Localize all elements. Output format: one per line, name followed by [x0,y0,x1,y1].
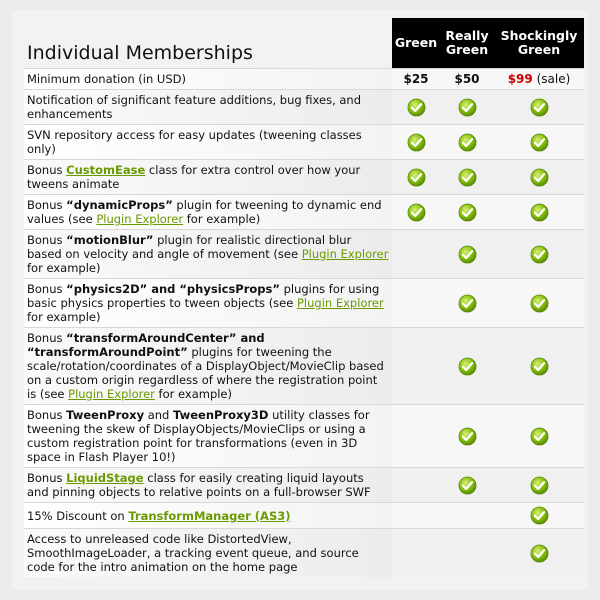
feature-label [24,503,392,529]
green-checkmark-icon [458,203,477,222]
feature-row-notification [24,90,584,125]
feature-text: Notification of significant feature additions, bug fixes, and enhancements [27,93,362,121]
green-checkmark-icon [458,427,477,446]
feature-label [24,160,392,195]
green-checkmark-icon [530,133,549,152]
customease-link[interactable]: CustomEase [66,163,146,177]
feature-label [24,279,392,328]
check-cell-really [440,160,494,195]
feature-row-motionblur [24,230,584,279]
check-cell-green [392,279,440,328]
feature-text: utility classes for tweening the skew of DisplayObjects/MovieClips or using a custom registration point for transformations (even in 3D space in Flash Player 10!) [27,408,370,464]
green-checkmark-icon [458,168,477,187]
price-row [24,69,584,90]
plugin-explorer-link[interactable]: Plugin Explorer [68,387,155,401]
green-checkmark-icon [530,168,549,187]
feature-text: Bonus [27,282,67,296]
check-cell-really [440,328,494,405]
plugin-explorer-link[interactable]: Plugin Explorer [296,296,384,310]
tier-shockingly-green-header: Shockingly Green [494,18,584,69]
green-checkmark-icon [530,476,549,495]
check-cell-really [440,279,494,328]
price-green: $25 [392,69,440,90]
check-cell-green [392,468,440,503]
feature-text: class for extra control over how your tweens animate [27,163,361,191]
tier-really-green-header: Really Green [440,18,494,69]
green-checkmark-icon [458,98,477,117]
green-checkmark-icon [407,168,426,187]
feature-text: Bonus [27,471,67,485]
feature-text: SVN repository access for easy updates (tweening classes only) [27,128,362,156]
header-row [24,18,584,69]
sale-price: $99 [507,72,533,86]
feature-bold-name: TweenProxy3D [173,408,269,422]
check-cell-really [440,529,494,578]
check-cell-really [440,230,494,279]
feature-row-liquidstage [24,468,584,503]
check-cell-green [392,503,440,529]
feature-label [24,529,392,578]
sale-note: (sale) [536,72,571,86]
price-row-label: Minimum donation (in USD) [24,69,392,90]
feature-label [24,195,392,230]
feature-text: for example) [183,212,261,226]
check-cell-shock [494,230,584,279]
feature-text: plugins for using basic physics properties to tween objects (see [27,282,380,310]
feature-label [24,405,392,468]
green-checkmark-icon [407,98,426,117]
check-cell-shock [494,468,584,503]
check-cell-shock [494,529,584,578]
feature-text: plugin for tweening to dynamic end values (see [27,198,382,226]
feature-bold-name: “dynamicProps” [66,198,173,212]
feature-text: for example) [27,310,101,324]
check-cell-shock [494,90,584,125]
check-cell-shock [494,328,584,405]
feature-row-svn [24,125,584,160]
feature-label [24,90,392,125]
check-cell-green [392,405,440,468]
check-cell-green [392,160,440,195]
liquidstage-link[interactable]: LiquidStage [66,471,144,485]
feature-text: Bonus [27,331,67,345]
green-checkmark-icon [530,357,549,376]
green-checkmark-icon [458,476,477,495]
page-title: Individual Memberships [24,18,392,69]
check-cell-really [440,405,494,468]
check-cell-green [392,529,440,578]
green-checkmark-icon [530,203,549,222]
feature-text: Bonus [27,408,67,422]
check-cell-really [440,503,494,529]
green-checkmark-icon [458,133,477,152]
price-really-green: $50 [440,69,494,90]
feature-label [24,328,392,405]
green-checkmark-icon [407,203,426,222]
feature-row-unreleased [24,529,584,578]
discount-link[interactable]: TransformManager (AS3) [128,508,291,523]
check-cell-really [440,468,494,503]
feature-bold-name: TweenProxy [66,408,145,422]
feature-text: and [144,408,174,422]
green-checkmark-icon [530,427,549,446]
feature-text: class for easily creating liquid layouts and pinning objects to relative points on a full-browser SWF [27,471,371,499]
feature-text: Bonus [27,198,67,212]
check-cell-green [392,230,440,279]
feature-row-physics [24,279,584,328]
feature-row-customease [24,160,584,195]
feature-row-discount [24,503,584,529]
green-checkmark-icon [458,294,477,313]
check-cell-shock [494,125,584,160]
feature-text: plugins for tweening the scale/rotation/coordinates of a DisplayObject/MovieClip based on a custom origin regardless of where the registration point is (see [27,345,384,401]
check-cell-shock [494,160,584,195]
feature-text: 15% Discount on [27,508,129,523]
feature-row-dynamicprops [24,195,584,230]
feature-text: Bonus [27,233,67,247]
check-cell-really [440,90,494,125]
check-cell-shock [494,503,584,529]
feature-label [24,125,392,160]
feature-row-transformaround [24,328,584,405]
price-shockingly-green [494,69,584,90]
green-checkmark-icon [530,98,549,117]
feature-label [24,468,392,503]
green-checkmark-icon [458,357,477,376]
feature-bold-name: “physics2D” and “physicsProps” [66,282,280,296]
plugin-explorer-link[interactable]: Plugin Explorer [96,212,184,226]
feature-text: plugin for realistic directional blur based on velocity and angle of movement (see [27,233,352,261]
membership-card [12,10,588,590]
feature-text: Access to unreleased code like DistortedView, SmoothImageLoader, a tracking event queue, and source code for the intro animation on the home page [27,532,359,574]
feature-bold-name: “transformAroundCenter” and “transformAroundPoint” [27,331,265,359]
green-checkmark-icon [530,294,549,313]
feature-text: for example) [27,261,101,275]
check-cell-shock [494,279,584,328]
check-cell-really [440,125,494,160]
green-checkmark-icon [530,506,549,525]
check-cell-shock [494,195,584,230]
feature-row-tweenproxy [24,405,584,468]
feature-text: for example) [154,387,232,401]
feature-text: Bonus [27,163,67,177]
plugin-explorer-link[interactable]: Plugin Explorer [301,247,389,261]
check-cell-green [392,90,440,125]
green-checkmark-icon [407,133,426,152]
green-checkmark-icon [530,544,549,563]
green-checkmark-icon [458,245,477,264]
feature-label [24,230,392,279]
check-cell-shock [494,405,584,468]
check-cell-green [392,125,440,160]
tier-green-header: Green [392,18,440,69]
feature-bold-name: “motionBlur” [66,233,154,247]
membership-table [24,18,584,577]
check-cell-green [392,328,440,405]
check-cell-really [440,195,494,230]
green-checkmark-icon [530,245,549,264]
check-cell-green [392,195,440,230]
